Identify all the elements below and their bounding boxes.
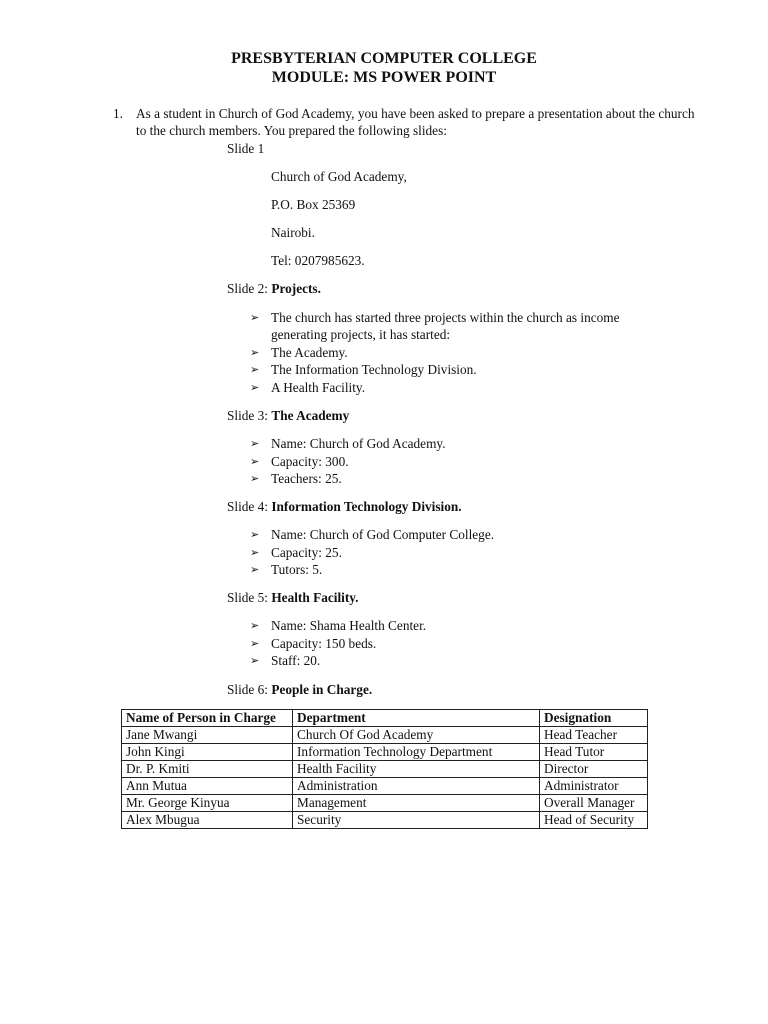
arrowhead-bullet-icon: ➢ — [250, 654, 260, 667]
address-line: Tel: 0207985623. — [271, 253, 365, 268]
slide-3-label: Slide 3: — [227, 408, 269, 423]
module-title: MODULE: MS POWER POINT — [271, 69, 497, 86]
arrowhead-bullet-icon: ➢ — [250, 619, 260, 632]
bullet-item: Capacity: 150 beds. — [271, 636, 377, 651]
arrowhead-bullet-icon: ➢ — [250, 455, 260, 468]
slide-6-label: Slide 6: — [227, 682, 269, 697]
slide-5-title: Health Facility. — [271, 590, 359, 605]
arrowhead-bullet-icon: ➢ — [250, 311, 260, 324]
document-title: PRESBYTERIAN COMPUTER COLLEGE — [231, 50, 537, 67]
table-cell: Head Tutor — [540, 744, 648, 761]
slide-3-heading — [227, 407, 349, 424]
table-cell: Health Facility — [293, 761, 540, 778]
table-row — [122, 795, 648, 812]
arrowhead-bullet-icon: ➢ — [250, 546, 260, 559]
bullet-item: Staff: 20. — [271, 653, 321, 668]
bullet-item: Name: Church of God Academy. — [271, 436, 446, 451]
arrowhead-bullet-icon: ➢ — [250, 563, 260, 576]
slide-4-label: Slide 4: — [227, 499, 269, 514]
bullet-item: Tutors: 5. — [271, 562, 323, 577]
bullet-item: Capacity: 300. — [271, 454, 349, 469]
slide-6-heading — [227, 681, 372, 698]
slide-6-title: People in Charge. — [271, 682, 373, 697]
arrowhead-bullet-icon: ➢ — [250, 637, 260, 650]
slide-2-heading — [227, 280, 321, 297]
table-cell: Jane Mwangi — [122, 727, 293, 744]
slide-3-title: The Academy — [271, 408, 350, 423]
table-cell: Dr. P. Kmiti — [122, 761, 293, 778]
table-cell: Administration — [293, 778, 540, 795]
bullet-item: The Academy. — [271, 345, 348, 360]
column-header: Designation — [540, 710, 648, 727]
arrowhead-bullet-icon: ➢ — [250, 472, 260, 485]
table-cell: Information Technology Department — [293, 744, 540, 761]
bullet-item: Name: Church of God Computer College. — [271, 527, 495, 542]
address-line: Nairobi. — [271, 225, 315, 240]
table-cell: Ann Mutua — [122, 778, 293, 795]
bullet-item: The church has started three projects within the church as income generating projects, it has started: — [271, 310, 620, 342]
address-line: Church of God Academy, — [271, 169, 407, 184]
table-cell: Head Teacher — [540, 727, 648, 744]
table-cell: Management — [293, 795, 540, 812]
arrowhead-bullet-icon: ➢ — [250, 363, 260, 376]
table-header-row — [122, 710, 648, 727]
arrowhead-bullet-icon: ➢ — [250, 381, 260, 394]
table-row — [122, 812, 648, 829]
arrowhead-bullet-icon: ➢ — [250, 346, 260, 359]
bullet-item: Teachers: 25. — [271, 471, 342, 486]
table-cell: Administrator — [540, 778, 648, 795]
table-cell: Overall Manager — [540, 795, 648, 812]
table-cell: Mr. George Kinyua — [122, 795, 293, 812]
slide-5-heading — [227, 589, 359, 606]
arrowhead-bullet-icon: ➢ — [250, 528, 260, 541]
bullet-item: Name: Shama Health Center. — [271, 618, 427, 633]
table-row — [122, 761, 648, 778]
table-row — [122, 778, 648, 795]
question-text: As a student in Church of God Academy, you have been asked to prepare a presentation about the church to the church members. You prepared the following slides: — [136, 106, 695, 138]
arrowhead-bullet-icon: ➢ — [250, 437, 260, 450]
table-cell: John Kingi — [122, 744, 293, 761]
people-in-charge-table — [121, 709, 648, 829]
bullet-item: A Health Facility. — [271, 380, 366, 395]
table-row — [122, 727, 648, 744]
slide-2-title: Projects. — [271, 281, 321, 296]
table-cell: Alex Mbugua — [122, 812, 293, 829]
table-row — [122, 744, 648, 761]
table-cell: Church Of God Academy — [293, 727, 540, 744]
slide-1-label: Slide 1 — [227, 141, 265, 156]
table-cell: Head of Security — [540, 812, 648, 829]
slide-4-title: Information Technology Division. — [271, 499, 462, 514]
bullet-item: Capacity: 25. — [271, 545, 342, 560]
column-header: Department — [293, 710, 540, 727]
slide-4-heading — [227, 498, 462, 515]
slide-2-label: Slide 2: — [227, 281, 269, 296]
bullet-item: The Information Technology Division. — [271, 362, 477, 377]
table-cell: Director — [540, 761, 648, 778]
column-header: Name of Person in Charge — [122, 710, 293, 727]
address-line: P.O. Box 25369 — [271, 197, 356, 212]
question-number: 1. — [113, 106, 123, 121]
table-cell: Security — [293, 812, 540, 829]
slide-5-label: Slide 5: — [227, 590, 269, 605]
